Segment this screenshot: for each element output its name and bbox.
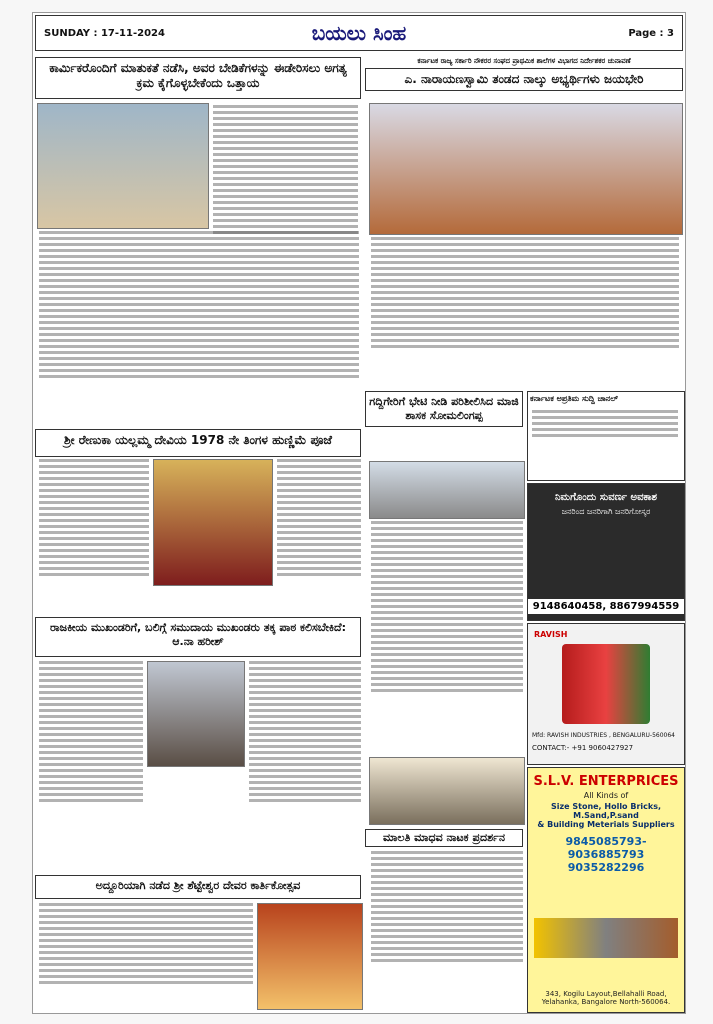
masthead xyxy=(35,15,683,51)
newspaper-page xyxy=(32,12,686,1014)
ravish-ad: RAVISH Mfd: RAVISH INDUSTRIES , BENGALURU-560064 CONTACT:- +91 9060427927 xyxy=(527,623,685,765)
article-labour-headline: ಕಾರ್ಮಿಕರೊಂದಿಗೆ ಮಾತುಕತೆ ನಡೆಸಿ, ಅವರ ಬೇಡಿಕೆಗಳನ್ನು ಈಡೇರಿಸಲು ಅಗತ್ಯ ಕ್ರಮ ಕೈಗೊಳ್ಳಬೇಕೆಂದು ಒತ್ತಾಯ xyxy=(35,57,361,101)
equipment-image xyxy=(534,918,678,958)
article-text-block xyxy=(371,851,523,1001)
election-winners-photo xyxy=(369,103,683,235)
job-ad: ನಿಮಗೊಂದು ಸುವರ್ಣ ಅವಕಾಶ ಜನರಿಂದ ಜನರಿಗಾಗಿ ಜನರಿಗೋಸ್ಕರ 9148640458, 8867994559 xyxy=(527,483,685,621)
article-text-block xyxy=(249,661,361,861)
article-politics: ರಾಜಕೀಯ ಮುಖಂಡರಿಗೆ, ಬಲಿಗ್ಗೆ ಸಮುದಾಯ ಮುಖಂಡರು ತಕ್ಕ ಪಾಠ ಕಲಿಸಬೇಕಿದೆ: ಆ.ನಾ ಹರೀಶ್ xyxy=(35,617,361,657)
article-gaddigeri: ಗದ್ದಿಗೇರಿಗೆ ಭೇಟಿ ನೀಡಿ ಪರಿಶೀಲಿಸಿದ ಮಾಜಿ ಶಾಸಕ ಸೋಮಲಿಂಗಪ್ಪ xyxy=(365,391,523,457)
article-text-block xyxy=(39,459,149,619)
article-text-block xyxy=(39,661,143,861)
article-election: ಕರ್ನಾಟಕ ರಾಜ್ಯ ಸರ್ಕಾರಿ ನೌಕರರ ಸಂಘದ ಪ್ರಾಥಮಿಕ ಶಾಲೆಗಳ ವಿಭಾಗದ ನಿರ್ದೇಶಕರ ಚುನಾವಣೆ ಎ. ನಾರಾಯಣಸ್ವಾಮಿ ತಂಡದ ನಾಲ್ಕು ಅಭ್ಯರ್ಥಿಗಳು ಜಯಭೇರಿ xyxy=(365,57,683,101)
harish-photo xyxy=(147,661,245,767)
article-text-block xyxy=(39,903,253,1008)
slv-enterprises-ad: S.L.V. ENTERPRICES All Kinds of Size Stone, Hollo Bricks, M.Sand,P.sand & Building Meterials Suppliers 9845085793-9036885793 9035282296 343, Kogilu Layout,Bellahalli Road, Yelahanka, Bangalore North-560064. xyxy=(527,767,685,1013)
drama-photo xyxy=(369,757,525,825)
issue-date: SUNDAY : 17-11-2024 xyxy=(44,27,165,39)
product-bottles xyxy=(562,644,650,724)
article-text-block xyxy=(371,237,679,387)
article-text-block xyxy=(277,459,361,619)
newspaper-title: ಬಯಲು ಸಿಂಹ xyxy=(311,21,407,45)
article-festival: ಅದ್ದೂರಿಯಾಗಿ ನಡೆದ ಶ್ರೀ ಶೆಟ್ಟೇಶ್ವರ ದೇವರ ಕಾರ್ತಿಕೋತ್ಸವ xyxy=(35,875,361,899)
page-number: Page : 3 xyxy=(628,27,674,39)
notice-ad: ಕರ್ನಾಟಕ ಅಪ್ರತಿಮ ಸುದ್ದಿ ಚಾನಲ್ xyxy=(527,391,685,481)
goddess-photo xyxy=(153,459,273,586)
article-renuka: ಶ್ರೀ ರೇಣುಕಾ ಯಲ್ಲಮ್ಮ ದೇವಿಯ 1978 ನೇ ತಿಂಗಳ ಹುಣ್ಣಿಮೆ ಪೂಜೆ xyxy=(35,429,361,457)
article-drama: ಮಾಲತಿ ಮಾಧವ ನಾಟಕ ಪ್ರದರ್ಶನ xyxy=(365,829,523,847)
article-text-block xyxy=(371,521,523,751)
visit-photo xyxy=(369,461,525,519)
article-text-block xyxy=(39,231,359,426)
festival-photo xyxy=(257,903,363,1010)
labour-protest-photo xyxy=(37,103,209,229)
